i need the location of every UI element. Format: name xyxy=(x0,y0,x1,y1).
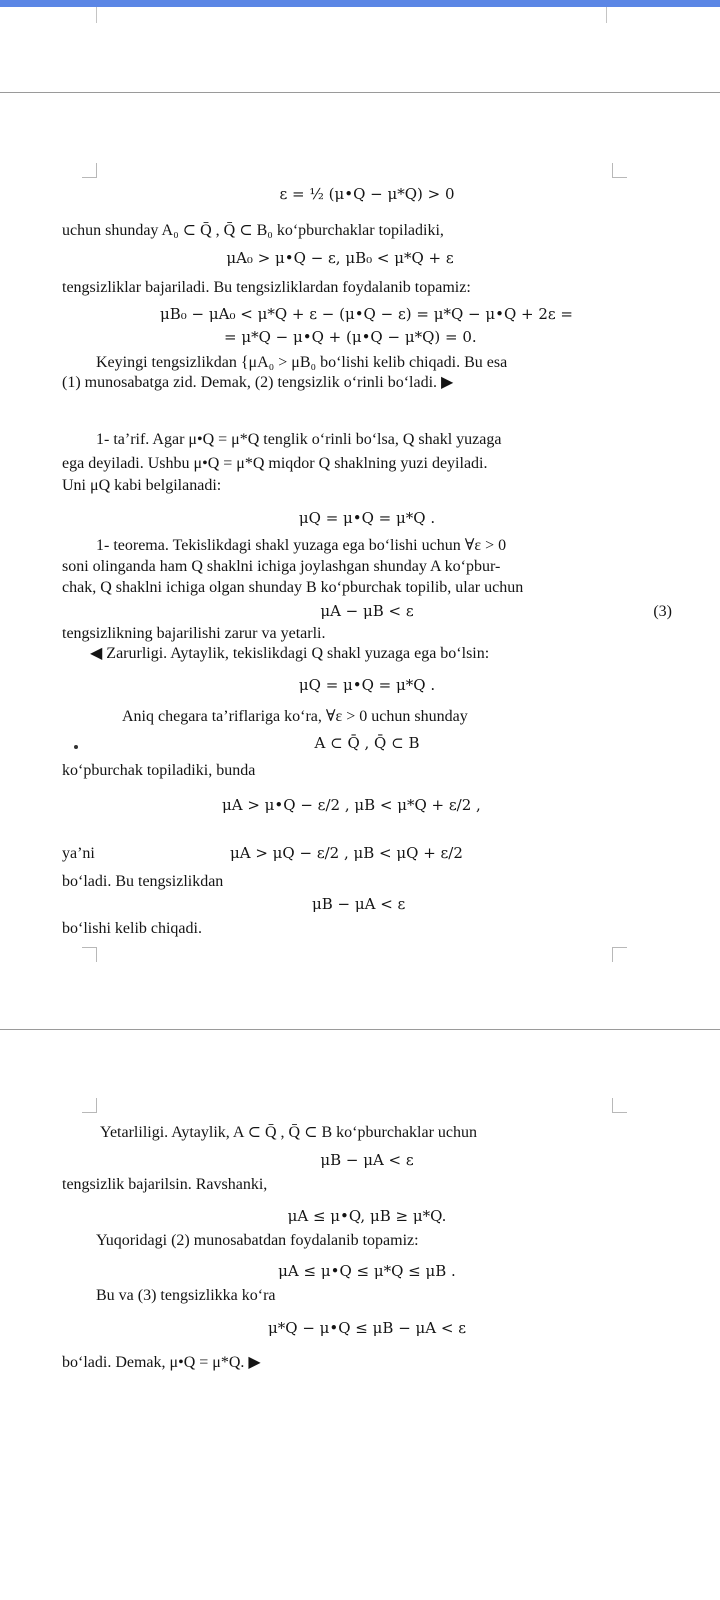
page-edge-mark xyxy=(96,7,97,23)
equation-number: (3) xyxy=(653,603,672,620)
viewer-top-bar xyxy=(0,0,720,7)
crop-mark xyxy=(82,1098,97,1113)
text-line: Yuqoridagi (2) munosabatdan foydalanib topamiz: xyxy=(96,1232,419,1249)
formula-line: = μ*Q − μ•Q + (μ•Q − μ*Q) = 0. xyxy=(224,328,477,346)
text-line: ◀ Zarurligi. Aytaylik, tekislikdagi Q shakl yuzaga ega bo‘lsin: xyxy=(90,645,490,662)
text-line: tengsizlik bajarilsin. Ravshanki, xyxy=(62,1176,268,1193)
definition-line: 1- ta’rif. Agar μ•Q = μ*Q tenglik o‘rinli bo‘lsa, Q shakl yuzaga xyxy=(96,431,502,448)
crop-mark xyxy=(612,947,627,962)
text-line: soni olinganda ham Q shaklni ichiga joylashgan shunday A ko‘pbur- xyxy=(62,558,501,575)
formula-line: A ⊂ Q̄ , Q̄ ⊂ B xyxy=(314,734,420,752)
text-line: ko‘pburchak topiladiki, bunda xyxy=(62,762,256,779)
text-line: Bu va (3) tengsizlikka ko‘ra xyxy=(96,1287,276,1304)
theorem-line: 1- teorema. Tekislikdagi shakl yuzaga ega bo‘lishi uchun ∀ε > 0 xyxy=(96,537,507,554)
formula-line: μQ = μ•Q = μ*Q . xyxy=(298,509,436,527)
formula-line: μ*Q − μ•Q ≤ μB − μA < ε xyxy=(268,1319,466,1337)
text-line: bo‘ladi. Bu tengsizlikdan xyxy=(62,873,224,890)
text-line: tengsizliklar bajariladi. Bu tengsizliklardan foydalanib topamiz: xyxy=(62,279,471,296)
text-line: Aniq chegara ta’riflariga ko‘ra, ∀ε > 0 uchun shunday xyxy=(122,708,468,725)
text-line: uchun shunday A₀ ⊂ Q̄ , Q̄ ⊂ B₀ ko‘pburchaklar topiladiki, xyxy=(62,222,444,239)
crop-mark xyxy=(82,947,97,962)
text-line: (1) munosabatga zid. Demak, (2) tengsizlik o‘rinli bo‘ladi. ▶ xyxy=(62,374,454,391)
text-line: Yetarliligi. Aytaylik, A ⊂ Q̄ , Q̄ ⊂ B ko‘pburchaklar uchun xyxy=(100,1124,478,1141)
formula-epsilon: ε = ½ (μ•Q − μ*Q) > 0 xyxy=(279,185,455,203)
formula-line: μA − μB < ε xyxy=(320,602,414,620)
formula-line: μA ≤ μ•Q, μB ≥ μ*Q. xyxy=(287,1207,447,1225)
formula-line: μA ≤ μ•Q ≤ μ*Q ≤ μB . xyxy=(278,1262,456,1280)
page-separator xyxy=(0,1029,720,1030)
formula-line: μA > μ•Q − ε/2 , μB < μ*Q + ε/2 , xyxy=(222,796,481,814)
formula-line: μB − μA < ε xyxy=(312,895,406,913)
text-line: Uni μQ kabi belgilanadi: xyxy=(62,477,222,494)
page-separator xyxy=(0,92,720,93)
text-line: ega deyiladi. Ushbu μ•Q = μ*Q miqdor Q shaklning yuzi deyiladi. xyxy=(62,455,488,472)
crop-mark xyxy=(82,163,97,178)
formula-line: μA₀ > μ•Q − ε, μB₀ < μ*Q + ε xyxy=(226,249,454,267)
crop-mark xyxy=(612,163,627,178)
text-line: tengsizlikning bajarilishi zarur va yetarli. xyxy=(62,625,326,642)
text-line: bo‘lishi kelib chiqadi. xyxy=(62,920,202,937)
formula-line: μB − μA < ε xyxy=(320,1151,414,1169)
text-line: Keyingi tengsizlikdan {μA₀ > μB₀ bo‘lishi kelib chiqadi. Bu esa xyxy=(96,354,508,371)
crop-mark xyxy=(612,1098,627,1113)
formula-line: μB₀ − μA₀ < μ*Q + ε − (μ•Q − ε) = μ*Q − μ•Q + 2ε = xyxy=(160,305,573,323)
text-line: chak, Q shaklni ichiga olgan shunday B ko‘pburchak topilib, ular uchun xyxy=(62,579,524,596)
text-line: ya’ni xyxy=(62,845,95,862)
formula-line: μA > μQ − ε/2 , μB < μQ + ε/2 xyxy=(230,844,463,862)
formula-line: μQ = μ•Q = μ*Q . xyxy=(298,676,436,694)
page-edge-mark xyxy=(606,7,607,23)
text-line: bo‘ladi. Demak, μ•Q = μ*Q. ▶ xyxy=(62,1354,261,1371)
